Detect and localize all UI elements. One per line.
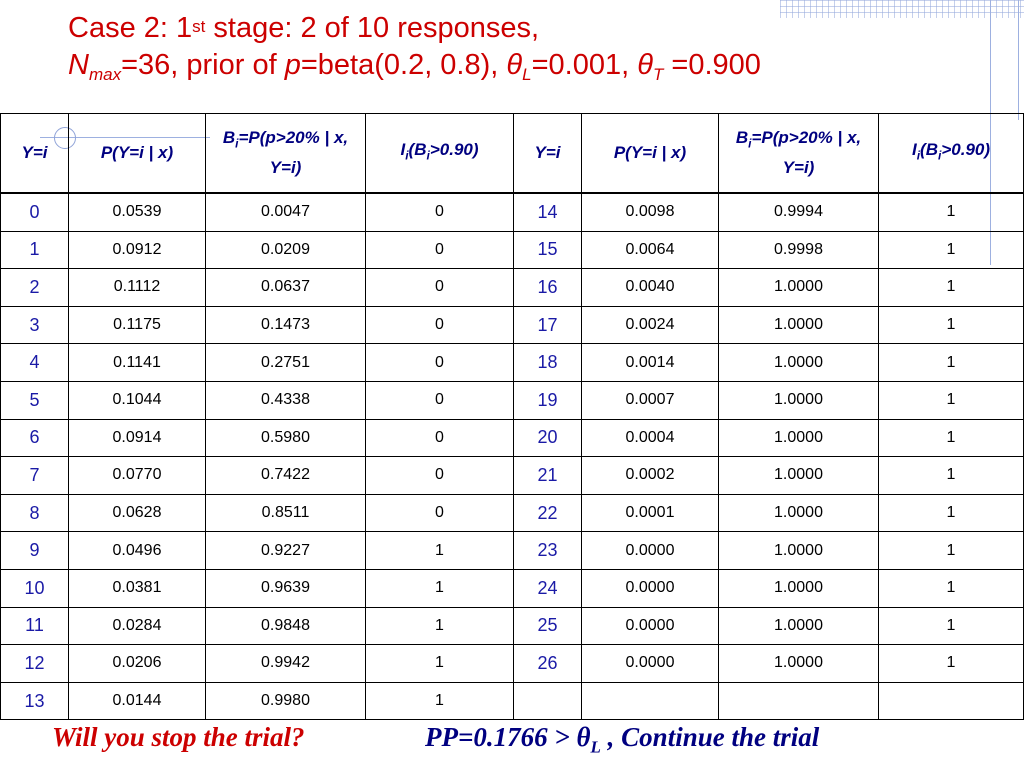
table-cell: 0.1044: [69, 381, 206, 419]
table-row: [1, 231, 1024, 269]
table-cell: 0.0024: [582, 306, 719, 344]
table-cell: [879, 682, 1024, 720]
table-cell: 10: [1, 569, 69, 607]
title-line-1: [68, 10, 1008, 47]
table-row: [1, 457, 1024, 495]
table-cell: 0: [366, 193, 514, 231]
table-cell: 0.9980: [206, 682, 366, 720]
table-cell: 0: [366, 306, 514, 344]
table-cell: 1: [879, 419, 1024, 457]
table-cell: 1: [366, 645, 514, 683]
table-cell: 1: [366, 682, 514, 720]
table-cell: 0.1473: [206, 306, 366, 344]
question-text: Will you stop the trial?: [52, 722, 305, 752]
table-cell: 25: [514, 607, 582, 645]
table-row: [1, 344, 1024, 382]
header-y-left: Y=i: [1, 114, 69, 194]
table-row: [1, 494, 1024, 532]
table-header-row: [1, 114, 1024, 194]
table-cell: 1: [879, 306, 1024, 344]
table-cell: 1.0000: [719, 419, 879, 457]
table-cell: 0: [366, 494, 514, 532]
table-cell: 0: [366, 457, 514, 495]
table-cell: 0.0144: [69, 682, 206, 720]
table-cell: 0.0539: [69, 193, 206, 231]
table-cell: 0.0000: [582, 607, 719, 645]
title-text: stage: 2 of 10 responses,: [205, 12, 540, 44]
table-cell: 0.8511: [206, 494, 366, 532]
table-cell: 17: [514, 306, 582, 344]
table-cell: 14: [514, 193, 582, 231]
table-cell: 26: [514, 645, 582, 683]
theta-t-value: =0.900: [663, 49, 761, 81]
table-cell: 3: [1, 306, 69, 344]
header-i-left: $I_i(B_i>0.90)$: [366, 114, 514, 194]
table-cell: 1.0000: [719, 569, 879, 607]
table-cell: 1: [879, 607, 1024, 645]
table-cell: 1: [879, 569, 1024, 607]
table-cell: 0.0914: [69, 419, 206, 457]
table-cell: 1: [366, 532, 514, 570]
table-cell: 0.0000: [582, 645, 719, 683]
table-cell: 1: [1, 231, 69, 269]
table-cell: 1: [879, 231, 1024, 269]
table-cell: 1: [879, 532, 1024, 570]
table-cell: 0.0064: [582, 231, 719, 269]
table-cell: 0.0004: [582, 419, 719, 457]
table-cell: 7: [1, 457, 69, 495]
table-cell: 0.1141: [69, 344, 206, 382]
table-cell: 1.0000: [719, 645, 879, 683]
table-cell: 1.0000: [719, 457, 879, 495]
table-cell: 0.0912: [69, 231, 206, 269]
table-cell: 0: [366, 231, 514, 269]
table-cell: 1.0000: [719, 607, 879, 645]
table-cell: 1.0000: [719, 344, 879, 382]
table-cell: 8: [1, 494, 69, 532]
table-cell: 0.0007: [582, 381, 719, 419]
table-cell: 0: [1, 193, 69, 231]
table-cell: 19: [514, 381, 582, 419]
theta-l-value: =0.001,: [531, 49, 638, 81]
answer-text: $PP=0.1766 > \theta_L$ , Continue the trial: [425, 722, 820, 757]
table-cell: 18: [514, 344, 582, 382]
table-cell: 0.9848: [206, 607, 366, 645]
table-cell: 1: [879, 269, 1024, 307]
table-cell: 21: [514, 457, 582, 495]
table-cell: 11: [1, 607, 69, 645]
nmax-subscript: max: [88, 65, 122, 84]
table-cell: 9: [1, 532, 69, 570]
nmax-symbol: N: [68, 49, 89, 81]
table-row: [1, 645, 1024, 683]
header-b-left: $B_i=P(p>20\%$ | x, Y=i): [206, 114, 366, 194]
table-cell: 0.0206: [69, 645, 206, 683]
title-line-2: [68, 47, 1008, 87]
table-cell: 0.9998: [719, 231, 879, 269]
table-cell: 1.0000: [719, 306, 879, 344]
table-cell: 0.9227: [206, 532, 366, 570]
title-text: =36, prior of: [121, 49, 285, 81]
table-cell: 1: [366, 607, 514, 645]
table-row: [1, 607, 1024, 645]
table-cell: 5: [1, 381, 69, 419]
header-y-right: Y=i: [514, 114, 582, 194]
table-cell: 4: [1, 344, 69, 382]
header-i-right: $I_i(B_i>0.90)$: [879, 114, 1024, 194]
table-cell: 0.4338: [206, 381, 366, 419]
table-cell: 0.0628: [69, 494, 206, 532]
table-cell: 1.0000: [719, 532, 879, 570]
table-cell: 0.2751: [206, 344, 366, 382]
title-text: =beta(0.2, 0.8),: [300, 49, 507, 81]
slide-title: [68, 10, 1008, 87]
table-row: [1, 193, 1024, 231]
table-cell: 0: [366, 419, 514, 457]
table-cell: 1: [879, 193, 1024, 231]
table-cell: 0.0014: [582, 344, 719, 382]
theta-t-subscript: T: [652, 65, 664, 84]
theta-symbol: θ: [506, 49, 523, 81]
table-cell: 0.0496: [69, 532, 206, 570]
table-cell: 0.0000: [582, 532, 719, 570]
table-cell: 1.0000: [719, 494, 879, 532]
table-cell: 0: [366, 269, 514, 307]
table-cell: 22: [514, 494, 582, 532]
table-cell: 1.0000: [719, 269, 879, 307]
table-row: [1, 569, 1024, 607]
table-cell: 0.9639: [206, 569, 366, 607]
table-cell: 12: [1, 645, 69, 683]
table-row: [1, 419, 1024, 457]
table-cell: 0.0000: [582, 569, 719, 607]
table-row: [1, 532, 1024, 570]
decorative-vertical-line: [1018, 0, 1019, 120]
title-text: Case 2: 1: [68, 12, 193, 44]
table-cell: 0.0040: [582, 269, 719, 307]
table-cell: 0.9994: [719, 193, 879, 231]
table-cell: 0: [366, 381, 514, 419]
p-symbol: p: [284, 49, 301, 81]
table-cell: 0.0209: [206, 231, 366, 269]
table-cell: 1: [879, 494, 1024, 532]
table-cell: 0.0284: [69, 607, 206, 645]
table-cell: 0.0381: [69, 569, 206, 607]
table-cell: 0.0637: [206, 269, 366, 307]
table-cell: 0.0098: [582, 193, 719, 231]
theta-l-subscript: L: [522, 65, 532, 84]
table-cell: 6: [1, 419, 69, 457]
theta-symbol: θ: [637, 49, 653, 81]
table-cell: 24: [514, 569, 582, 607]
header-p-left: P(Y=i | x): [69, 114, 206, 194]
table-cell: 0.0047: [206, 193, 366, 231]
table-cell: 1: [879, 344, 1024, 382]
table-cell: 16: [514, 269, 582, 307]
table-row: [1, 269, 1024, 307]
table-row: [1, 381, 1024, 419]
title-superscript: st: [192, 17, 206, 36]
table-cell: 0.0770: [69, 457, 206, 495]
table-cell: 1: [879, 381, 1024, 419]
header-b-right: $B_i=P(p>20\%$ | x, Y=i): [719, 114, 879, 194]
table-cell: 20: [514, 419, 582, 457]
table-cell: 0.0002: [582, 457, 719, 495]
table-cell: 0.5980: [206, 419, 366, 457]
table-cell: 0.1112: [69, 269, 206, 307]
table-cell: 0.9942: [206, 645, 366, 683]
table-cell: 0: [366, 344, 514, 382]
table-row: [1, 306, 1024, 344]
table-cell: 1: [879, 645, 1024, 683]
table-cell: [719, 682, 879, 720]
table-cell: 23: [514, 532, 582, 570]
table-cell: 0.1175: [69, 306, 206, 344]
table-cell: [514, 682, 582, 720]
probability-table: [0, 113, 1024, 720]
table-row: [1, 682, 1024, 720]
table-cell: 2: [1, 269, 69, 307]
table-cell: 0.0001: [582, 494, 719, 532]
table-cell: 15: [514, 231, 582, 269]
header-p-right: P(Y=i | x): [582, 114, 719, 194]
table-cell: 1: [366, 569, 514, 607]
table-cell: [582, 682, 719, 720]
table-cell: 1.0000: [719, 381, 879, 419]
table-cell: 1: [879, 457, 1024, 495]
table-cell: 13: [1, 682, 69, 720]
table-body: [1, 193, 1024, 720]
table-cell: 0.7422: [206, 457, 366, 495]
